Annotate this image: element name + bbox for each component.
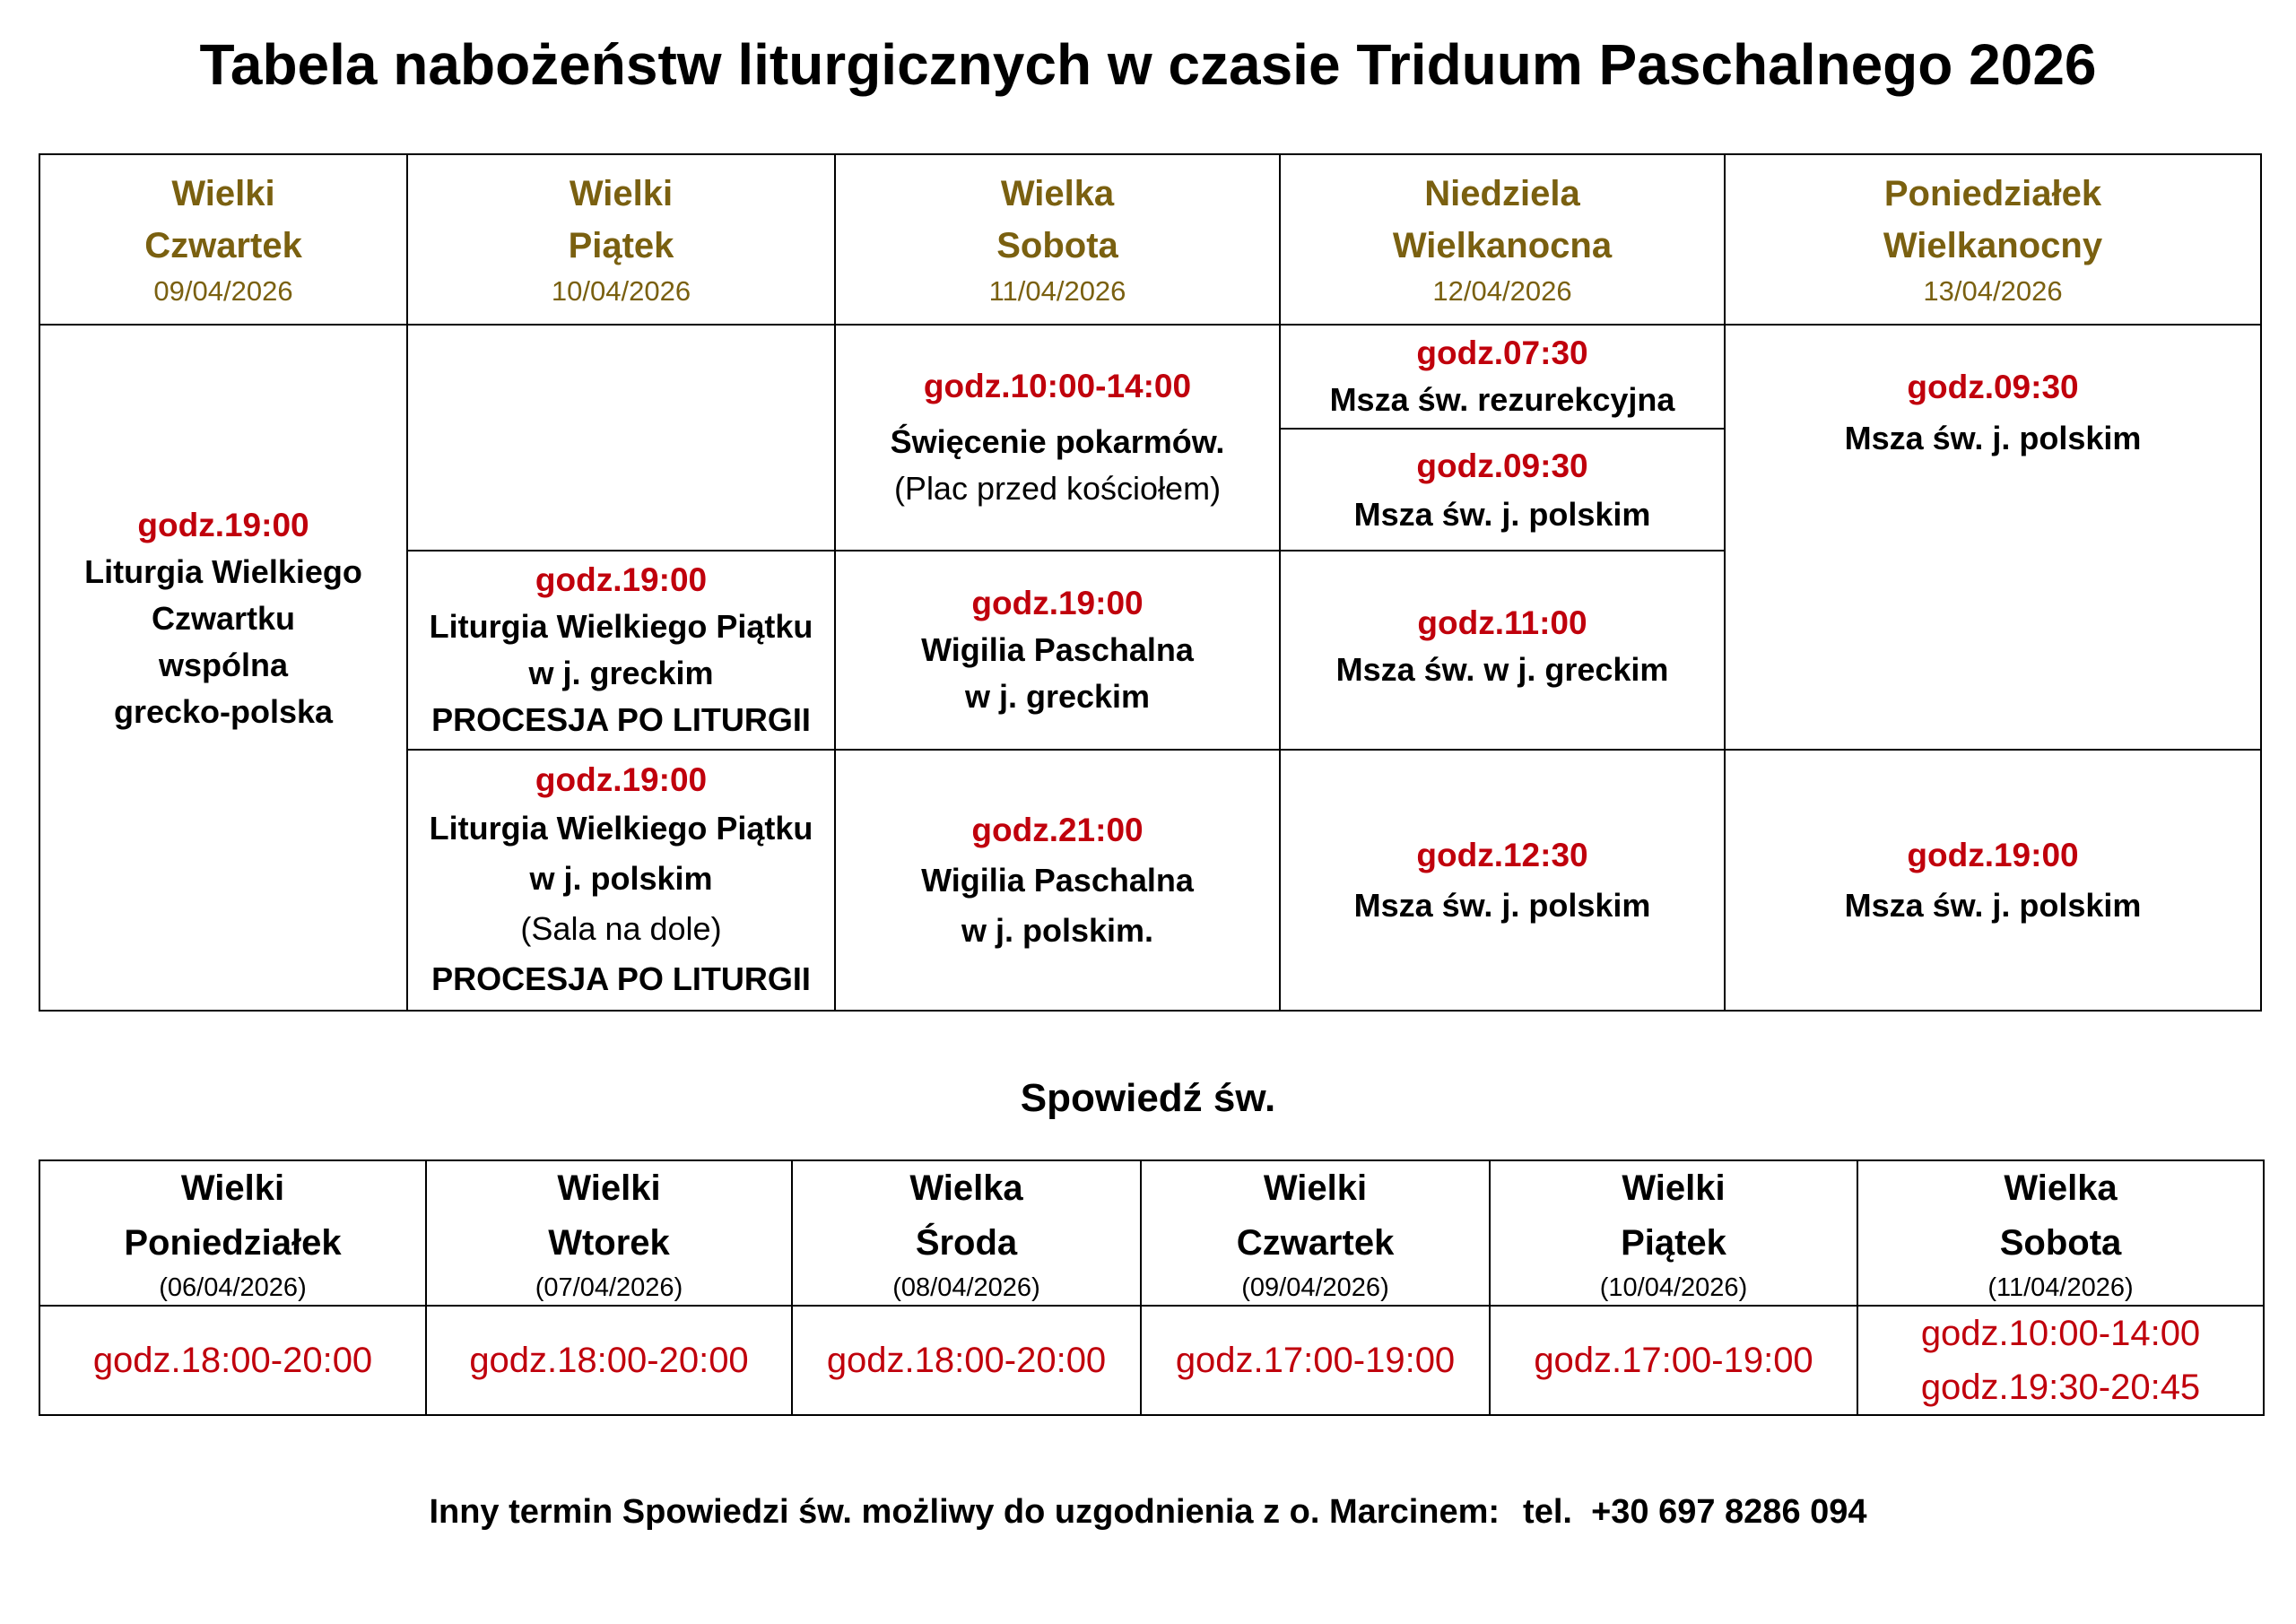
confession-time-cell [426, 1306, 792, 1415]
friday-polish-cell [407, 750, 835, 1011]
confession-date: (06/04/2026) [159, 1273, 307, 1302]
confession-time-cell [1490, 1306, 1857, 1415]
event-text: Liturgia Wielkiego [84, 552, 362, 590]
event-text: w j. polskim. [961, 911, 1154, 949]
header-date: 09/04/2026 [153, 275, 293, 307]
event-text: Wigilia Paschalna [921, 631, 1194, 668]
confession-day-line2: Poniedziałek [124, 1223, 342, 1263]
confession-time: godz.17:00-19:00 [1534, 1341, 1813, 1380]
event-text: wspólna [158, 646, 289, 683]
confession-time-cell [1857, 1306, 2264, 1415]
event-text: Msza św. j. polskim [1844, 886, 2142, 924]
event-text: grecko-polska [113, 692, 334, 730]
event-text: w j. greckim [528, 655, 714, 691]
header-date: 10/04/2026 [551, 275, 691, 307]
confession-date: (08/04/2026) [892, 1273, 1040, 1302]
event-time: godz.19:00 [971, 585, 1144, 621]
confession-date: (11/04/2026) [1987, 1273, 2134, 1302]
confession-time-cell [39, 1306, 426, 1415]
confession-title: Spowiedź św. [1020, 1076, 1276, 1120]
page-title: Tabela nabożeństw liturgicznych w czasie Triduum Paschalnego 2026 [199, 32, 2097, 97]
confession-date: (09/04/2026) [1241, 1273, 1389, 1302]
saturday-vigil-greek-cell [835, 551, 1280, 750]
event-text: w j. polskim [529, 859, 713, 897]
header-cell [39, 154, 407, 325]
header-date: 13/04/2026 [1923, 275, 2063, 307]
confession-day-line1: Wielki [557, 1168, 661, 1208]
sunday-0930-cell [1280, 429, 1725, 551]
header-cell [1725, 154, 2261, 325]
confession-table [39, 1159, 2265, 1416]
header-line2: Wielkanocna [1392, 226, 1613, 265]
confession-day-line1: Wielki [180, 1168, 285, 1208]
footer-text: Inny termin Spowiedzi św. możliwy do uzgodnienia z o. Marcinem: [429, 1493, 1500, 1531]
sunday-0730-cell [1280, 325, 1725, 429]
header-line1: Poniedziałek [1883, 174, 2102, 213]
header-line1: Wielki [171, 174, 275, 213]
confession-header-cell [792, 1160, 1141, 1306]
event-time: godz.21:00 [971, 811, 1144, 848]
header-date: 12/04/2026 [1432, 275, 1572, 307]
confession-header-cell [426, 1160, 792, 1306]
confession-time: godz.10:00-14:00 [1920, 1314, 2201, 1353]
confession-time-cell [1141, 1306, 1490, 1415]
event-time: godz.12:30 [1416, 836, 1588, 873]
monday-0930-cell [1725, 325, 2261, 750]
sunday-1100-cell [1280, 551, 1725, 750]
footer-note [0, 1489, 2296, 1535]
event-text: Msza św. w j. greckim [1335, 651, 1669, 688]
header-line1: Wielki [569, 174, 674, 213]
confession-day-line1: Wielka [909, 1168, 1023, 1208]
monday-1900-cell [1725, 750, 2261, 1011]
friday-greek-cell [407, 551, 835, 750]
saturday-blessing-cell [835, 325, 1280, 551]
header-line2: Sobota [996, 226, 1118, 265]
event-text: Czwartku [151, 599, 296, 637]
event-time: godz.11:00 [1417, 604, 1587, 641]
confession-time: godz.18:00-20:00 [92, 1341, 373, 1380]
event-text: Święcenie pokarmów. [890, 423, 1225, 460]
event-time: godz.09:30 [1907, 369, 2079, 405]
confession-header-cell [1490, 1160, 1857, 1306]
event-time: godz.19:00 [535, 561, 708, 598]
confession-day-line2: Piątek [1621, 1223, 1726, 1263]
event-text: Wigilia Paschalna [921, 861, 1194, 899]
event-text: PROCESJA PO LITURGII [431, 960, 811, 997]
saturday-vigil-polish-cell [835, 750, 1280, 1011]
event-text: Liturgia Wielkiego Piątku [429, 809, 813, 847]
header-line1: Wielka [1000, 174, 1115, 213]
confession-day-line1: Wielki [1622, 1168, 1726, 1208]
confession-day-line2: Czwartek [1236, 1223, 1395, 1263]
confession-day-line2: Środa [915, 1223, 1018, 1263]
header-line2: Wielkanocny [1883, 226, 2103, 265]
event-time: godz.19:00 [1907, 836, 2079, 873]
footer-phone: tel. +30 697 8286 094 [1523, 1493, 1867, 1531]
header-cell [1280, 154, 1725, 325]
confession-header-cell [39, 1160, 426, 1306]
confession-times-row [39, 1306, 2264, 1415]
event-time: godz.10:00-14:00 [923, 368, 1192, 404]
event-text: Msza św. j. polskim [1353, 496, 1651, 533]
confession-time: godz.18:00-20:00 [469, 1341, 749, 1380]
confession-time-cell [792, 1306, 1141, 1415]
event-text: Msza św. rezurekcyjna [1329, 381, 1675, 418]
confession-time: godz.18:00-20:00 [826, 1341, 1107, 1380]
header-line1: Niedziela [1424, 174, 1580, 213]
event-text: Liturgia Wielkiego Piątku [429, 608, 813, 645]
confession-header-cell [1141, 1160, 1490, 1306]
confession-date: (10/04/2026) [1599, 1273, 1748, 1302]
confession-day-line2: Sobota [1999, 1223, 2122, 1263]
event-note: (Plac przed kościołem) [893, 470, 1222, 507]
event-time: godz.19:00 [137, 506, 309, 543]
thursday-liturgy-cell [39, 325, 407, 1011]
event-text: w j. greckim [964, 678, 1151, 715]
confession-header-row [39, 1160, 2264, 1306]
event-text: PROCESJA PO LITURGII [431, 701, 811, 738]
header-line2: Czwartek [144, 226, 302, 265]
liturgy-header-row [39, 154, 2261, 325]
confession-time: godz.19:30-20:45 [1920, 1368, 2201, 1407]
confession-day-line1: Wielki [1263, 1168, 1368, 1208]
confession-day-line1: Wielka [2004, 1168, 2118, 1208]
event-time: godz.09:30 [1416, 447, 1588, 484]
sunday-1230-cell [1280, 750, 1725, 1011]
header-cell [835, 154, 1280, 325]
event-text: Msza św. j. polskim [1353, 886, 1651, 924]
friday-empty-cell [407, 325, 835, 551]
liturgy-table [39, 153, 2262, 1012]
header-cell [407, 154, 835, 325]
event-text: Msza św. j. polskim [1844, 420, 2142, 456]
header-date: 11/04/2026 [988, 275, 1126, 307]
event-note: (Sala na dole) [520, 909, 722, 947]
event-time: godz.07:30 [1416, 334, 1588, 371]
confession-time: godz.17:00-19:00 [1175, 1341, 1456, 1380]
event-time: godz.19:00 [535, 760, 708, 798]
confession-date: (07/04/2026) [535, 1273, 683, 1302]
confession-day-line2: Wtorek [548, 1223, 670, 1263]
confession-header-cell [1857, 1160, 2264, 1306]
header-line2: Piątek [568, 226, 674, 265]
